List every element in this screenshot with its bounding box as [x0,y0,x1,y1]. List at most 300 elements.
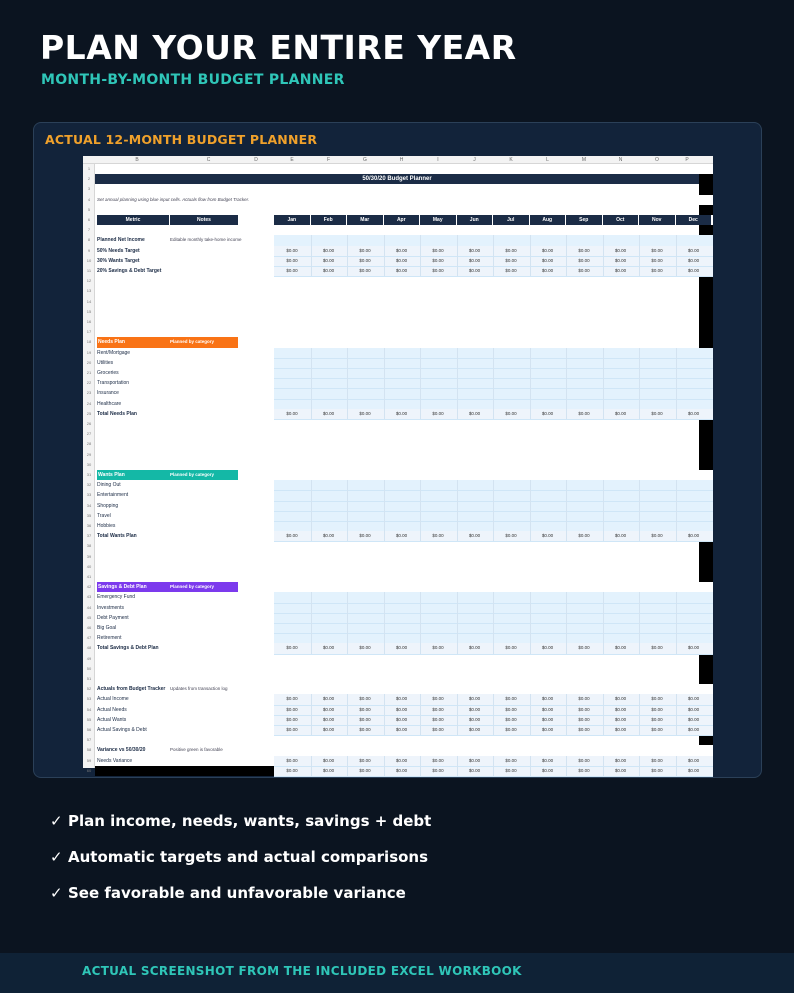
month-value-cell[interactable]: $0.00 [614,533,627,539]
month-value-cell[interactable]: $0.00 [432,706,444,712]
row-number[interactable]: 54 [86,706,92,712]
col-gridline [493,235,494,245]
row-number[interactable]: 29 [86,451,92,457]
row-number[interactable]: 44 [86,604,92,610]
column-letter[interactable]: K [509,157,513,163]
row-number[interactable]: 12 [86,278,92,284]
row-number[interactable]: 43 [86,594,92,600]
row-number[interactable]: 31 [86,472,92,477]
month-value-cell[interactable]: $0.00 [687,257,700,263]
month-value-cell[interactable]: $0.00 [541,716,554,722]
month-value-cell[interactable]: $0.00 [541,257,554,263]
month-value-cell[interactable]: $0.00 [432,727,444,732]
month-value-cell[interactable]: $0.00 [322,257,335,263]
month-value-cell[interactable]: $0.00 [395,410,408,416]
check-icon: ✓ [50,848,63,866]
month-value-cell[interactable]: $0.00 [687,706,700,712]
planned-net-income-note: Editable monthly take-home income [170,237,242,243]
row-number[interactable]: 41 [86,574,92,579]
column-letter[interactable]: F [326,157,331,163]
variance-header: Variance vs 50/30/20 [97,747,146,754]
month-value-cell[interactable]: $0.00 [395,533,408,539]
column-letter[interactable]: H [399,157,404,163]
month-value-cell[interactable]: $0.00 [614,645,627,651]
month-value-cell[interactable]: $0.00 [541,767,554,773]
month-value-cell[interactable]: $0.00 [432,696,444,702]
header-metric: Metric [97,215,169,225]
col-gridline [639,348,640,409]
month-value-cell[interactable]: $0.00 [468,727,481,732]
col-gridline [311,592,312,643]
row-number[interactable]: 45 [86,614,92,620]
month-value-cell[interactable]: $0.00 [651,757,663,763]
column-letter[interactable]: B [135,157,139,163]
month-header: Nov [639,215,675,225]
savings-total-label: Total Savings & Debt Plan [97,645,159,652]
column-letter[interactable]: D [254,157,258,163]
row-number[interactable]: 13 [86,288,92,294]
row-number[interactable]: 46 [86,625,92,630]
col-gridline [384,235,385,245]
month-value-cell[interactable]: $0.00 [286,247,298,253]
month-value-cell[interactable]: $0.00 [505,645,517,651]
row-number[interactable]: 59 [86,757,92,763]
month-value-cell[interactable]: $0.00 [359,410,371,416]
target-label: 30% Wants Target [97,257,140,264]
wants-item-label: Entertainment [97,492,129,499]
month-value-cell[interactable]: $0.00 [614,727,627,732]
column-letter[interactable]: O [655,157,659,163]
feature-text: See favorable and unfavorable variance [68,884,406,902]
col-gridline [311,235,312,245]
month-value-cell[interactable]: $0.00 [687,696,700,702]
month-value-cell[interactable]: $0.00 [359,757,371,763]
row-number[interactable]: 2 [87,176,91,182]
row-number[interactable]: 38 [86,543,92,549]
month-value-cell[interactable]: $0.00 [687,767,700,773]
month-value-cell[interactable]: $0.00 [286,727,298,732]
needs-item-label: Groceries [97,370,119,376]
month-value-cell[interactable]: $0.00 [322,696,335,702]
dark-fill-block [699,174,713,194]
col-gridline [639,480,640,531]
savings-item-label: Emergency Fund [97,594,136,601]
row-number[interactable]: 27 [86,431,92,437]
row-number[interactable]: 30 [86,461,92,467]
month-value-cell[interactable]: $0.00 [505,257,517,263]
month-value-cell[interactable]: $0.00 [395,257,408,263]
wants-section-note: Planned by category [170,472,215,477]
month-value-cell[interactable]: $0.00 [468,757,481,763]
month-value-cell[interactable]: $0.00 [468,533,481,539]
month-value-cell[interactable]: $0.00 [286,706,298,712]
row-number[interactable]: 40 [86,563,92,569]
row-number[interactable]: 15 [86,308,92,314]
variance-item-label: Needs Variance [97,757,133,764]
month-value-cell[interactable]: $0.00 [432,257,444,263]
row-number[interactable]: 49 [86,655,92,661]
month-header: Jul [493,215,529,225]
month-value-cell[interactable]: $0.00 [359,716,371,722]
row-number[interactable]: 16 [86,319,92,324]
month-value-cell[interactable]: $0.00 [651,696,663,702]
month-value-cell[interactable]: $0.00 [578,268,590,273]
column-letter[interactable]: I [437,157,439,163]
month-value-cell[interactable]: $0.00 [286,696,298,702]
month-value-cell[interactable]: $0.00 [687,727,700,732]
month-value-cell[interactable]: $0.00 [395,247,408,253]
month-value-cell[interactable]: $0.00 [614,696,627,702]
instruction-text: Set annual planning using blue input cells. Actuals flow from Budget Tracker. [97,196,250,202]
needs-section-note: Planned by category [170,339,215,345]
feature-item [50,882,431,918]
month-value-cell[interactable]: $0.00 [651,645,663,651]
month-header: May [420,215,456,225]
row-number[interactable]: 51 [86,676,92,681]
month-value-cell[interactable]: $0.00 [286,757,298,763]
dark-fill-block [699,225,713,235]
dark-fill-block [699,541,713,582]
month-value-cell[interactable]: $0.00 [651,410,663,416]
col-gridline [639,592,640,643]
month-value-cell[interactable]: $0.00 [359,268,371,273]
month-value-cell[interactable]: $0.00 [286,767,298,773]
month-value-cell[interactable]: $0.00 [322,727,335,732]
month-value-cell[interactable]: $0.00 [505,533,517,539]
month-value-cell[interactable]: $0.00 [286,533,298,539]
col-gridline [566,348,567,409]
row-gridline [274,776,713,777]
column-letter[interactable]: C [206,157,211,163]
month-value-cell[interactable]: $0.00 [687,533,700,539]
month-value-cell[interactable]: $0.00 [286,410,298,416]
month-value-cell[interactable]: $0.00 [614,757,627,763]
month-header: Jun [457,215,493,225]
row-number[interactable]: 57 [86,737,92,743]
row-number[interactable]: 18 [86,339,92,345]
month-value-cell[interactable]: $0.00 [578,757,590,763]
column-letter[interactable]: M [581,157,587,163]
month-value-cell[interactable]: $0.00 [651,727,663,732]
savings-item-label: Retirement [97,635,122,642]
hero-subtitle: MONTH-BY-MONTH BUDGET PLANNER [41,72,345,88]
col-gridline [457,480,458,531]
row-number[interactable]: 60 [86,767,92,773]
needs-item-label: Healthcare [97,400,122,407]
footer-bar [0,953,794,993]
row-number[interactable]: 21 [86,370,92,375]
row-number[interactable]: 24 [86,400,92,406]
row-number[interactable]: 55 [86,716,92,722]
month-value-cell[interactable]: $0.00 [468,268,481,273]
month-value-cell[interactable]: $0.00 [432,645,444,651]
row-number[interactable]: 20 [86,359,92,365]
month-header: Dec [676,215,712,225]
month-value-cell[interactable]: $0.00 [395,696,408,702]
col-gridline [676,480,677,531]
month-value-cell[interactable]: $0.00 [322,767,335,773]
month-value-cell[interactable]: $0.00 [578,696,590,702]
row-number[interactable]: 6 [87,217,91,222]
month-value-cell[interactable]: $0.00 [359,696,371,702]
actuals-item-label: Actual Income [97,696,129,703]
col-gridline [347,235,348,245]
month-value-cell[interactable]: $0.00 [322,410,335,416]
month-value-cell[interactable]: $0.00 [395,706,408,712]
row-number[interactable]: 26 [86,421,92,426]
month-value-cell[interactable]: $0.00 [395,757,408,763]
col-gridline [457,348,458,409]
savings-section-header: Savings & Debt Plan [97,582,238,592]
target-label: 20% Savings & Debt Target [97,268,162,274]
check-icon: ✓ [50,884,63,902]
month-value-cell[interactable]: $0.00 [505,716,517,722]
month-value-cell[interactable]: $0.00 [614,268,627,273]
row-number[interactable]: 7 [87,227,91,233]
month-value-cell[interactable]: $0.00 [468,247,481,253]
row-number[interactable]: 9 [87,247,91,253]
month-value-cell[interactable]: $0.00 [578,257,590,263]
month-value-cell[interactable]: $0.00 [322,706,335,712]
month-value-cell[interactable]: $0.00 [578,706,590,712]
month-value-cell[interactable]: $0.00 [505,410,517,416]
month-value-cell[interactable]: $0.00 [432,757,444,763]
month-value-cell[interactable]: $0.00 [614,767,627,773]
col-gridline [384,348,385,409]
month-value-cell[interactable]: $0.00 [614,257,627,263]
row-gridline [274,735,713,736]
month-value-cell[interactable]: $0.00 [468,645,481,651]
row-number[interactable]: 4 [87,196,91,202]
row-number[interactable]: 47 [86,635,92,641]
variance-note: Positive green is favorable [170,747,223,753]
row-number[interactable]: 42 [86,584,92,590]
month-value-cell[interactable]: $0.00 [432,767,444,773]
month-value-cell[interactable]: $0.00 [395,268,408,273]
month-value-cell[interactable]: $0.00 [432,410,444,416]
month-value-cell[interactable]: $0.00 [687,410,700,416]
row-number[interactable]: 22 [86,380,92,386]
row-number[interactable]: 33 [86,492,92,498]
month-value-cell[interactable]: $0.00 [651,716,663,722]
month-value-cell[interactable]: $0.00 [468,696,481,702]
month-value-cell[interactable]: $0.00 [687,716,700,722]
column-letter[interactable]: E [290,157,294,163]
month-value-cell[interactable]: $0.00 [359,706,371,712]
month-value-cell[interactable]: $0.00 [286,268,298,273]
wants-item-label: Shopping [97,502,119,509]
row-number[interactable]: 3 [87,186,91,192]
row-number[interactable]: 23 [86,390,92,396]
col-gridline [493,348,494,409]
month-value-cell[interactable]: $0.00 [432,268,444,273]
month-value-cell[interactable]: $0.00 [286,716,298,722]
row-number[interactable]: 14 [86,298,92,304]
col-gridline [493,592,494,643]
col-gridline [311,480,312,531]
month-value-cell[interactable]: $0.00 [505,706,517,712]
needs-item-label: Rent/Mortgage [97,349,131,356]
month-value-cell[interactable]: $0.00 [541,247,554,253]
row-number[interactable]: 25 [86,410,92,416]
column-letter[interactable]: L [546,157,549,163]
row-number[interactable]: 5 [87,206,91,212]
month-value-cell[interactable]: $0.00 [359,645,371,651]
feature-item [50,846,431,882]
month-value-cell[interactable]: $0.00 [651,257,663,263]
panel-title: ACTUAL 12-MONTH BUDGET PLANNER [45,132,318,147]
col-gridline [530,235,531,245]
month-value-cell[interactable]: $0.00 [505,268,517,273]
hero-title: PLAN YOUR ENTIRE YEAR [40,28,517,67]
row-number[interactable]: 36 [86,523,92,528]
month-value-cell[interactable]: $0.00 [541,727,554,732]
row-number[interactable]: 19 [86,349,92,355]
col-gridline [420,480,421,531]
row-number[interactable]: 39 [86,553,92,559]
row-number[interactable]: 34 [86,502,92,508]
column-letter[interactable]: G [363,157,367,163]
month-value-cell[interactable]: $0.00 [432,716,444,722]
wants-total-label: Total Wants Plan [97,533,137,540]
month-value-cell[interactable]: $0.00 [614,247,627,253]
feature-text: Automatic targets and actual comparisons [68,848,429,866]
month-value-cell[interactable]: $0.00 [505,757,517,763]
month-value-cell[interactable]: $0.00 [322,716,335,722]
row-number[interactable]: 52 [86,686,92,692]
month-value-cell[interactable]: $0.00 [687,247,700,253]
wants-item-label: Travel [97,512,111,519]
check-icon: ✓ [50,812,63,830]
month-value-cell[interactable]: $0.00 [322,645,335,651]
row-number[interactable]: 8 [87,237,91,243]
month-value-cell[interactable]: $0.00 [505,767,517,773]
col-gridline [530,348,531,409]
month-header: Mar [347,215,383,225]
row-gridline [274,541,713,542]
actuals-header: Actuals from Budget Tracker [97,686,166,693]
month-value-cell[interactable]: $0.00 [541,268,554,273]
row-number[interactable]: 35 [86,512,92,518]
month-value-cell[interactable]: $0.00 [359,247,371,253]
month-value-cell[interactable]: $0.00 [468,716,481,722]
month-value-cell[interactable]: $0.00 [505,696,517,702]
month-value-cell[interactable]: $0.00 [578,727,590,732]
month-value-cell[interactable]: $0.00 [687,268,700,273]
month-value-cell[interactable]: $0.00 [578,247,590,253]
month-value-cell[interactable]: $0.00 [468,706,481,712]
dark-fill-block [699,205,713,215]
actuals-item-label: Actual Savings & Debt [97,727,147,733]
month-value-cell[interactable]: $0.00 [432,533,444,539]
month-value-cell[interactable]: $0.00 [395,727,408,732]
month-value-cell[interactable]: $0.00 [651,706,663,712]
wants-item-label: Hobbies [97,523,116,529]
month-value-cell[interactable]: $0.00 [322,757,335,763]
month-value-cell[interactable]: $0.00 [322,247,335,253]
month-value-cell[interactable]: $0.00 [359,767,371,773]
savings-section-note: Planned by category [170,584,215,590]
month-value-cell[interactable]: $0.00 [687,645,700,651]
month-value-cell[interactable]: $0.00 [651,533,663,539]
column-letter[interactable]: N [618,157,623,163]
row-number[interactable]: 11 [86,268,92,273]
col-gridline [639,235,640,245]
wants-section-header: Wants Plan [97,470,238,480]
col-gridline [603,480,604,531]
column-letter[interactable]: P [685,157,689,163]
col-gridline [347,348,348,409]
row-number[interactable]: 10 [86,257,92,263]
month-value-cell[interactable]: $0.00 [359,727,371,732]
month-value-cell[interactable]: $0.00 [614,716,627,722]
month-value-cell[interactable]: $0.00 [468,257,481,263]
row-number[interactable]: 53 [86,696,92,702]
month-value-cell[interactable]: $0.00 [432,247,444,253]
month-value-cell[interactable]: $0.00 [541,533,554,539]
month-value-cell[interactable]: $0.00 [651,268,663,273]
row-number[interactable]: 37 [86,533,92,539]
dark-fill-block [699,654,713,685]
month-value-cell[interactable]: $0.00 [322,268,335,273]
dark-fill-block [95,766,274,776]
month-value-cell[interactable]: $0.00 [541,696,554,702]
month-value-cell[interactable]: $0.00 [651,247,663,253]
month-value-cell[interactable]: $0.00 [578,410,590,416]
month-value-cell[interactable]: $0.00 [687,757,700,763]
month-value-cell[interactable]: $0.00 [614,410,627,416]
col-gridline [676,348,677,409]
month-value-cell[interactable]: $0.00 [541,645,554,651]
col-gridline [457,235,458,245]
month-value-cell[interactable]: $0.00 [578,716,590,722]
month-value-cell[interactable]: $0.00 [395,716,408,722]
row-number[interactable]: 58 [86,747,92,753]
month-value-cell[interactable]: $0.00 [578,533,590,539]
month-value-cell[interactable]: $0.00 [578,645,590,651]
month-value-cell[interactable]: $0.00 [614,706,627,712]
month-value-cell[interactable]: $0.00 [395,767,408,773]
row-number[interactable]: 32 [86,482,92,488]
col-gridline [493,480,494,531]
month-value-cell[interactable]: $0.00 [541,410,554,416]
month-value-cell[interactable]: $0.00 [505,727,517,732]
needs-total-label: Total Needs Plan [97,410,137,417]
month-value-cell[interactable]: $0.00 [541,757,554,763]
month-value-cell[interactable]: $0.00 [359,533,371,539]
month-value-cell[interactable]: $0.00 [468,410,481,416]
month-value-cell[interactable]: $0.00 [505,247,517,253]
month-value-cell[interactable]: $0.00 [651,767,663,773]
column-header-row [83,156,713,164]
month-value-cell[interactable]: $0.00 [286,645,298,651]
month-value-cell[interactable]: $0.00 [395,645,408,651]
month-value-cell[interactable]: $0.00 [541,706,554,712]
month-value-cell[interactable]: $0.00 [468,767,481,773]
row-number[interactable]: 1 [87,166,91,171]
month-value-cell[interactable]: $0.00 [322,533,335,539]
row-number[interactable]: 56 [86,727,92,732]
month-value-cell[interactable]: $0.00 [578,767,590,773]
month-value-cell[interactable]: $0.00 [359,257,371,263]
month-value-cell[interactable]: $0.00 [286,257,298,263]
row-number[interactable]: 50 [86,665,92,671]
spreadsheet[interactable] [83,156,713,773]
row-number[interactable]: 17 [86,329,92,335]
row-number[interactable]: 28 [86,441,92,447]
column-letter[interactable]: J [473,157,476,163]
row-number[interactable]: 48 [86,645,92,651]
